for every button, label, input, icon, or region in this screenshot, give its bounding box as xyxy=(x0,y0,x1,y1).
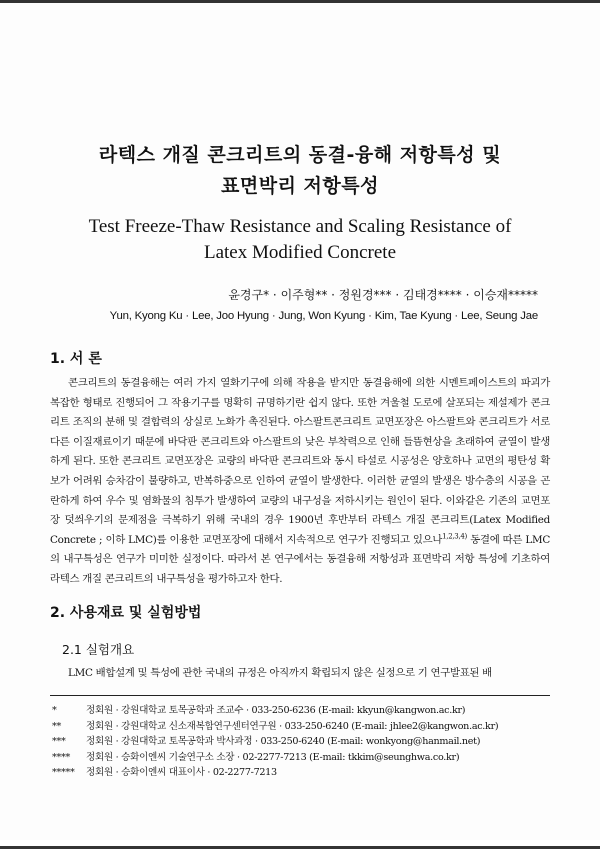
footnote-mark: *** xyxy=(52,736,66,748)
authors-english: Yun, Kyong Ku · Lee, Joo Hyung · Jung, Won Kyung · Kim, Tae Kyung · Lee, Seung Jae xyxy=(109,310,538,322)
footnote-item xyxy=(52,734,552,750)
korean-title-line1: 라텍스 개질 콘크리트의 동결-융해 저항특성 및 xyxy=(98,144,502,166)
overview-paragraph: LMC 배합설계 및 특성에 관한 국내의 규정은 아직까지 확립되지 않은 실정으로 기 연구발표된 배 xyxy=(68,667,492,679)
introduction-paragraph xyxy=(50,374,550,590)
intro-text-part1: 콘크리트의 동결융해는 여러 가지 열화기구에 의해 작용을 받지만 동결융해에 의한 시멘트페이스트의 파괴가 복잡한 형태로 진행되어 그 작용기구를 명확히 규명하기란 쉽지 않다. 또한 겨울철 도로에 살포되는 제설제가 콘크리트 조직의 분해 및 결합력의 상실로 노화가 촉진된다. 아스팔트콘크리트 교면포장은 아스팔트와 콘크리트가 서로 다른 이질재료이기 때문에 바닥판 콘크리트와 아스팔트의 낮은 부착력으로 인해 들뜸현상을 초래하여 균열이 발생하게 된다. 또한 콘크리트 교면포장은 교량의 바닥판 콘크리트와 동시 타설로 시공성은 양호하나 교면의 평탄성 확보가 어려워 승차감이 불량하고, 반복하중으로 인하여 균열이 발생한다. 이러한 균열의 발생은 방수층의 시공을 곤란하게 하여 우수 및 염화물의 침투가 발생하여 교량의 내구성을 저하시키는 원인이 된다. 이와같은 기존의 교면포장 덧씌우기의 문제점을 극복하기 위해 국내의 경우 1900년 후반부터 라텍스 개질 콘크리트(Latex Modified Concrete ; 이하 LMC)를 이용한 교면포장에 대해서 지속적으로 연구가 진행되고 있으나 xyxy=(50,377,550,546)
footnote-mark: **** xyxy=(52,751,70,763)
section-heading-materials-methods: 2. 사용재료 및 실험방법 xyxy=(50,605,202,621)
section-heading-introduction: 1. 서 론 xyxy=(50,351,102,367)
subsection-heading-overview: 2.1 실험개요 xyxy=(62,642,135,657)
footnote-mark: * xyxy=(52,705,57,716)
korean-title-line2: 표면박리 저항특성 xyxy=(221,175,379,197)
scan-top-edge xyxy=(0,0,600,3)
footnotes xyxy=(52,703,552,781)
footnote-item xyxy=(52,703,552,719)
footnote-text: 정회원 · 승화이엔씨 기술연구소 소장 · 02-2277-7213 (E-mail: tkkim@seunghwa.co.kr) xyxy=(86,751,460,763)
footnote-text: 정회원 · 강원대학교 신소재복합연구센터연구원 · 033-250-6240 (E-mail: jhlee2@kangwon.ac.kr) xyxy=(86,720,499,732)
footnote-mark: ***** xyxy=(52,767,75,779)
authors-korean: 윤경구* · 이주형** · 정원경*** · 김태경**** · 이승재***** xyxy=(228,288,538,302)
footnote-item xyxy=(52,750,552,766)
intro-text-part2: 동결에 따른 LMC의 내구특성은 연구가 미미한 실정이다. 따라서 본 연구에서는 동결융해 저항성과 표면박리 저항 특성에 기초하여 라텍스 개질 콘크리트의 내구특성을 평가하고자 한다. xyxy=(50,533,550,585)
footnote-text: 정회원 · 강원대학교 토목공학과 박사과정 · 033-250-6240 (E-mail: wonkyong@hanmail.net) xyxy=(86,736,481,748)
citation-superscript: 1,2,3,4) xyxy=(442,532,467,541)
english-title-line2: Latex Modified Concrete xyxy=(203,242,397,263)
english-title-line1: Test Freeze-Thaw Resistance and Scaling Resistance of xyxy=(88,216,512,237)
footnote-text: 정회원 · 강원대학교 토목공학과 조교수 · 033-250-6236 (E-mail: kkyun@kangwon.ac.kr) xyxy=(86,705,466,716)
footnote-mark: ** xyxy=(52,720,61,732)
footnote-item xyxy=(52,765,552,781)
footnote-text: 정회원 · 승화이엔씨 대표이사 · 02-2277-7213 xyxy=(86,767,277,779)
footnote-item xyxy=(52,719,552,735)
footnote-divider xyxy=(50,695,550,696)
